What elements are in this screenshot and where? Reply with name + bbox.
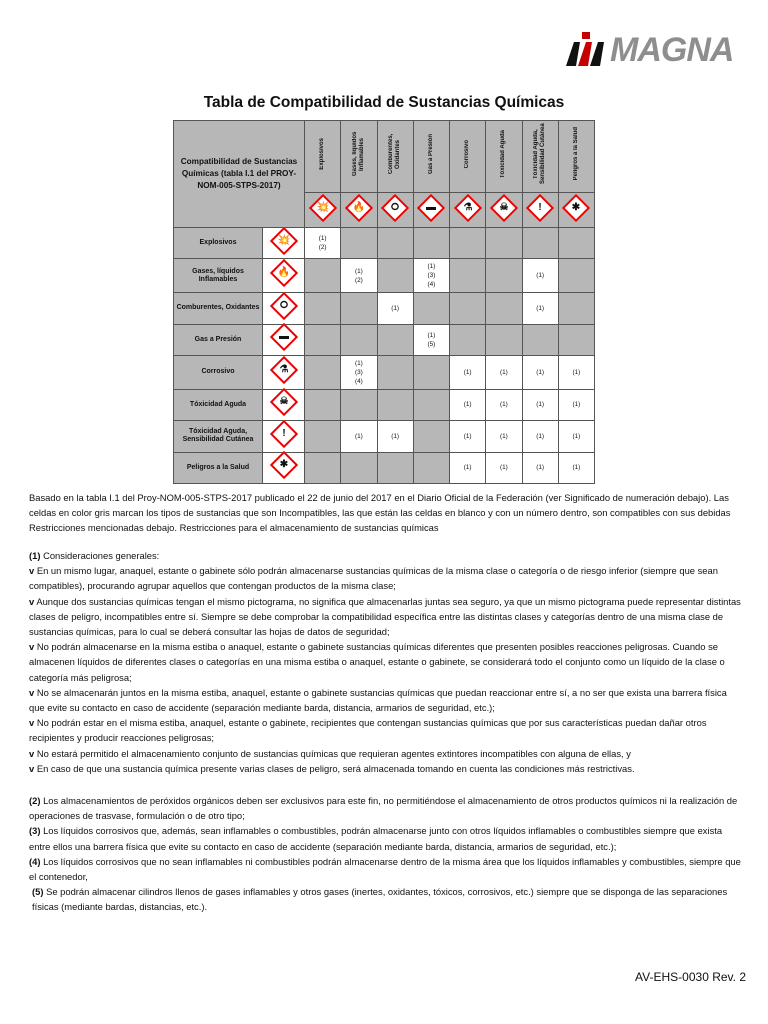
section-1-item-text: En caso de que una sustancia química presente varias clases de peligro, será almacenada tomando en cuenta las condiciones más restrictivas. — [36, 762, 635, 774]
column-icon-cell-0 — [305, 193, 341, 228]
compatible-cell — [558, 421, 594, 452]
restriction-value: (1) — [536, 464, 545, 472]
incompatible-cell — [305, 324, 341, 355]
restriction-value: (1) — [572, 368, 581, 376]
section-1-item — [29, 685, 745, 715]
incompatible-cell — [558, 324, 594, 355]
incompatible-cell — [413, 452, 449, 483]
note-item — [29, 823, 745, 853]
compatible-cell — [341, 259, 377, 293]
restriction-value: (1) (3) (4) — [427, 263, 436, 289]
health-hazard-pictogram-icon — [562, 193, 590, 221]
section-1-item-text: No estará permitido el almacenamiento conjunto de sustancias químicas que requieran agentes extintores incompatibles con alguna de ellas, y — [36, 747, 631, 759]
restriction-value: (1) — [536, 432, 545, 440]
row-label: Comburentes, Oxidantes — [174, 293, 263, 324]
column-header-6 — [522, 121, 558, 193]
bullet-marker: v — [29, 717, 35, 729]
compatible-cell — [558, 389, 594, 420]
restriction-value: (1) — [572, 401, 581, 409]
column-header-5 — [486, 121, 522, 193]
skull-crossbones-pictogram-icon-glyph: ☠ — [279, 396, 288, 408]
flame-pictogram-icon-glyph: 🔥 — [352, 201, 366, 213]
column-header-1 — [341, 121, 377, 193]
intro-paragraph — [29, 490, 745, 536]
incompatible-cell — [413, 421, 449, 452]
compatible-cell — [522, 355, 558, 389]
restriction-value: (1) — [391, 304, 400, 312]
skull-crossbones-pictogram-icon — [490, 193, 518, 221]
flame-over-circle-pictogram-icon-glyph: ⭘ — [391, 201, 400, 213]
compatible-cell — [413, 324, 449, 355]
incompatible-cell — [377, 452, 413, 483]
incompatible-cell — [558, 293, 594, 324]
row-label: Peligros a la Salud — [174, 452, 263, 483]
compatible-cell — [341, 355, 377, 389]
compatible-cell — [377, 421, 413, 452]
flame-over-circle-pictogram-icon — [381, 193, 409, 221]
magna-logo-icon — [562, 30, 606, 70]
incompatible-cell — [413, 293, 449, 324]
compatible-cell — [486, 452, 522, 483]
row-label: Explosivos — [174, 228, 263, 259]
restriction-value: (1) — [499, 432, 508, 440]
section-1-item — [29, 639, 745, 685]
column-icon-cell-5 — [486, 193, 522, 228]
column-header-label: Gases, líquidos Inflamables — [351, 131, 365, 177]
section-1-item — [29, 563, 745, 593]
row-label: Tóxicidad Aguda, Sensibilidad Cutánea — [174, 421, 263, 452]
restriction-value: (1) — [463, 464, 472, 472]
magna-logo — [562, 30, 738, 70]
compatible-cell — [486, 355, 522, 389]
restriction-value: (1) — [499, 368, 508, 376]
compatibility-table — [173, 120, 595, 484]
exploding-bomb-pictogram-icon-glyph: 💥 — [316, 201, 329, 213]
row-icon-cell — [263, 324, 305, 355]
row-label: Tóxicidad Aguda — [174, 389, 263, 420]
corrosion-pictogram-icon — [453, 193, 481, 221]
table-row — [174, 389, 595, 420]
compatible-cell — [522, 259, 558, 293]
exclamation-pictogram-icon-glyph: ! — [538, 201, 542, 213]
column-icon-cell-3 — [413, 193, 449, 228]
note-text: Se podrán almacenar cilindros llenos de gases inflamables y otros gases (inertes, oxidantes, tóxicos, corrosivos, etc.) siempre que se disponga de las separaciones físicas (mediante bardas, distancias, etc.). — [32, 886, 728, 913]
section-1-item-text: No podrán almacenarse en la misma estiba o anaquel, estante o gabinete sustancias químicas diferentes que presenten posibles reacciones peligrosas. Cuando se almacenen líquidos de diferentes clases o categorías en una misma estiba o anaquel, estante o gabinete, se considerará todo el conjunto como un líquido de la clase o categoría más peligrosa; — [29, 641, 725, 683]
table-row — [174, 324, 595, 355]
incompatible-cell — [558, 259, 594, 293]
flame-pictogram-icon-glyph: 🔥 — [277, 267, 290, 279]
row-icon-cell — [263, 259, 305, 293]
incompatible-cell — [377, 355, 413, 389]
table-row — [174, 259, 595, 293]
section-1-item-text: No podrán estar en el misma estiba, anaquel, estante o gabinete, recipientes que contengan sustancias químicas que por sus características puedan dañar otros recipientes y producir reacciones peligrosas; — [29, 717, 707, 744]
restriction-value: (1) (3) (4) — [354, 359, 363, 385]
section-1-heading-text: Consideraciones generales: — [40, 550, 160, 561]
table-row — [174, 421, 595, 452]
column-icon-cell-7 — [558, 193, 594, 228]
compatible-cell — [558, 355, 594, 389]
note-text: Los líquidos corrosivos que no sean inflamables ni combustibles podrán almacenarse dentro de la misma área que los líquidos inflamables y combustibles, siempre que el contenedor, — [29, 855, 741, 883]
incompatible-cell — [341, 228, 377, 259]
compatible-cell — [522, 389, 558, 420]
corrosion-pictogram-icon-glyph: ⚗ — [279, 363, 288, 375]
restriction-value: (1) — [499, 464, 508, 472]
incompatible-cell — [377, 259, 413, 293]
compatible-cell — [450, 389, 486, 420]
compatible-cell — [413, 259, 449, 293]
incompatible-cell — [522, 228, 558, 259]
bullet-marker: v — [29, 641, 35, 653]
note-number: (5) — [32, 886, 44, 898]
column-header-label: Peligros a la Salud — [572, 127, 579, 181]
incompatible-cell — [450, 259, 486, 293]
section-1-list — [29, 563, 745, 776]
exploding-bomb-pictogram-icon — [269, 227, 297, 255]
compatible-cell — [522, 452, 558, 483]
bullet-marker: v — [29, 595, 35, 607]
corrosion-pictogram-icon — [269, 356, 297, 384]
exclamation-pictogram-icon — [269, 420, 297, 448]
note-number: (4) — [29, 855, 41, 867]
note-text: Los almacenamientos de peróxidos orgánicos deben ser exclusivos para este fin, no permitiéndose el almacenamiento de otros productos químicos ni la realización de operaciones de trasvase, formulación o de otro tipo; — [29, 795, 738, 822]
compatible-cell — [486, 389, 522, 420]
section-1-heading — [29, 548, 745, 563]
row-label: Corrosivo — [174, 355, 263, 389]
restriction-value: (1) — [463, 432, 472, 440]
section-1-item-text: Aunque dos sustancias químicas tengan el mismo pictograma, no significa que almacenarlas juntas sea seguro, ya que un mismo pictograma puede representar distintas clases de peligro, incompatibles entre sí. Siempre se debe comprobar la compatibilidad específica entre las distintas clases y categorías dentro de una misma clase de sustancias químicas, para lo cual se deberá consultar las hojas de datos de seguridad; — [29, 595, 741, 638]
compatible-cell — [522, 293, 558, 324]
restriction-value: (1) (2) — [354, 267, 363, 284]
row-label: Gas a Presión — [174, 324, 263, 355]
incompatible-cell — [305, 259, 341, 293]
note-number: (2) — [29, 795, 41, 806]
column-icon-cell-1 — [341, 193, 377, 228]
flame-pictogram-icon — [269, 259, 297, 287]
row-icon-cell — [263, 452, 305, 483]
bullet-marker: v — [29, 565, 35, 577]
restriction-value: (1) — [463, 401, 472, 409]
column-header-label: Tóxicidad Aguda, Sensibilidad Cutánea — [533, 123, 547, 185]
bullet-marker: v — [29, 747, 35, 759]
incompatible-cell — [413, 355, 449, 389]
section-1-item — [29, 715, 745, 745]
incompatible-cell — [341, 324, 377, 355]
compatible-cell — [341, 421, 377, 452]
incompatible-cell — [377, 324, 413, 355]
compatible-cell — [522, 421, 558, 452]
incompatible-cell — [486, 293, 522, 324]
compatible-cell — [450, 355, 486, 389]
table-row — [174, 355, 595, 389]
intro-text: Basado en la tabla I.1 del Proy-NOM-005-STPS-2017 publicado el 22 de junio del 2017 en el Diario Oficial de la Federación (ver Significado de numeración debajo). Las celdas en color gris marcan los tipos de sustancias que son Incompatibles, las que están las celdas en blanco y con un número dentro, son compatibles con sus debidas Restricciones mencionadas debajo. Restricciones para el almacenamiento de sustancias químicas — [29, 492, 731, 534]
column-header-0 — [305, 121, 341, 193]
incompatible-cell — [305, 421, 341, 452]
gas-cylinder-pictogram-icon-glyph: ▬ — [426, 201, 437, 213]
row-icon-cell — [263, 389, 305, 420]
health-hazard-pictogram-icon-glyph: ✱ — [279, 459, 288, 471]
column-header-4 — [450, 121, 486, 193]
compatible-cell — [450, 421, 486, 452]
health-hazard-pictogram-icon — [269, 451, 297, 479]
column-header-label: Tóxicidad Aguda — [500, 129, 507, 179]
gas-cylinder-pictogram-icon — [269, 323, 297, 351]
note-item — [29, 793, 745, 823]
note-number: (3) — [29, 825, 41, 837]
row-icon-cell — [263, 293, 305, 324]
document-code: AV-EHS-0030 Rev. 2 — [635, 970, 746, 984]
column-header-label: Corrosivo — [464, 139, 471, 169]
column-header-7 — [558, 121, 594, 193]
incompatible-cell — [341, 293, 377, 324]
restriction-value: (1) (2) — [318, 235, 327, 252]
row-label: Gases, líquidos Inflamables — [174, 259, 263, 293]
incompatible-cell — [305, 293, 341, 324]
row-icon-cell — [263, 421, 305, 452]
section-1-item — [29, 594, 745, 640]
incompatible-cell — [486, 259, 522, 293]
gas-cylinder-pictogram-icon-glyph: ▬ — [278, 331, 289, 343]
incompatible-cell — [305, 452, 341, 483]
incompatible-cell — [305, 355, 341, 389]
row-icon-cell — [263, 355, 305, 389]
health-hazard-pictogram-icon-glyph: ✱ — [572, 201, 581, 213]
column-icon-cell-6 — [522, 193, 558, 228]
note-text: Los líquidos corrosivos que, además, sean inflamables o combustibles, podrán almacenarse junto con otros líquidos inflamables o combustibles siempre que exista entre ellos una barrera física que evite su contacto en caso de accidente (separación mediante barda, distancia, armarios de seguridad, etc.); — [29, 825, 723, 852]
restriction-value: (1) — [463, 368, 472, 376]
incompatible-cell — [486, 228, 522, 259]
compatible-cell — [486, 421, 522, 452]
incompatible-cell — [377, 389, 413, 420]
magna-logo-text: MAGNA — [610, 31, 734, 69]
incompatible-cell — [341, 452, 377, 483]
column-header-label: Comburentes, Oxidantes — [388, 133, 402, 175]
section-1-item-text: No se almacenarán juntos en la misma estiba, anaquel, estante o gabinete sustancias químicas que puedan reaccionar entre sí, a no ser que exista una barrera física que evite su contacto en caso de accidente (separación mediante barda, distancia, armarios de seguridad, etc.); — [29, 686, 727, 714]
restriction-value: (1) — [354, 432, 363, 440]
restriction-value: (1) — [536, 304, 545, 312]
section-1-number: (1) — [29, 550, 41, 561]
compatible-cell — [377, 293, 413, 324]
exploding-bomb-pictogram-icon-glyph: 💥 — [277, 234, 290, 246]
flame-over-circle-pictogram-icon — [269, 292, 297, 320]
table-header-box: Compatibilidad de Sustancias Químicas (tabla I.1 del PROY-NOM-005-STPS-2017) — [174, 121, 305, 228]
gas-cylinder-pictogram-icon — [417, 193, 445, 221]
section-1-item-text: En un mismo lugar, anaquel, estante o gabinete sólo podrán almacenarse sustancias químicas de la misma clase o categoría o de riesgo inferior (siempre que sean compatibles), procurando agrupar aquellos que contengan productos de la misma clase; — [29, 565, 718, 592]
note-item — [29, 884, 745, 914]
incompatible-cell — [450, 228, 486, 259]
column-header-3 — [413, 121, 449, 193]
restriction-value: (1) — [572, 432, 581, 440]
exclamation-pictogram-icon-glyph: ! — [281, 427, 286, 439]
section-1-item — [29, 746, 745, 761]
column-icon-cell-2 — [377, 193, 413, 228]
column-icon-cell-4 — [450, 193, 486, 228]
table-row — [174, 228, 595, 259]
restriction-value: (1) — [391, 432, 400, 440]
incompatible-cell — [305, 389, 341, 420]
restriction-value: (1) — [536, 401, 545, 409]
restriction-value: (1) — [499, 401, 508, 409]
restriction-value: (1) (5) — [427, 331, 436, 348]
exploding-bomb-pictogram-icon — [308, 193, 336, 221]
restriction-value: (1) — [536, 368, 545, 376]
skull-crossbones-pictogram-icon — [269, 388, 297, 416]
restriction-value: (1) — [572, 464, 581, 472]
compatible-cell — [450, 452, 486, 483]
incompatible-cell — [413, 389, 449, 420]
table-header-row — [174, 121, 595, 193]
section-1 — [29, 548, 745, 776]
bullet-marker: v — [29, 762, 35, 774]
compatible-cell — [305, 228, 341, 259]
corrosion-pictogram-icon-glyph: ⚗ — [463, 201, 473, 213]
column-header-label: Gas a Presión — [427, 133, 434, 175]
flame-over-circle-pictogram-icon-glyph: ⭘ — [279, 299, 288, 311]
incompatible-cell — [522, 324, 558, 355]
restriction-value: (1) — [536, 272, 545, 280]
incompatible-cell — [377, 228, 413, 259]
skull-crossbones-pictogram-icon-glyph: ☠ — [499, 201, 509, 213]
bullet-marker: v — [29, 686, 35, 698]
compatible-cell — [558, 452, 594, 483]
page-title: Tabla de Compatibilidad de Sustancias Químicas — [203, 94, 565, 111]
notes-list — [29, 793, 745, 915]
section-1-item — [29, 761, 745, 776]
note-item — [29, 854, 745, 884]
incompatible-cell — [450, 324, 486, 355]
exclamation-pictogram-icon — [526, 193, 554, 221]
incompatible-cell — [413, 228, 449, 259]
incompatible-cell — [450, 293, 486, 324]
flame-pictogram-icon — [345, 193, 373, 221]
incompatible-cell — [558, 228, 594, 259]
column-header-label: Explosivos — [319, 138, 326, 170]
incompatible-cell — [486, 324, 522, 355]
incompatible-cell — [341, 389, 377, 420]
row-icon-cell — [263, 228, 305, 259]
notes-block — [29, 793, 745, 915]
column-header-2 — [377, 121, 413, 193]
table-row — [174, 293, 595, 324]
table-row — [174, 452, 595, 483]
